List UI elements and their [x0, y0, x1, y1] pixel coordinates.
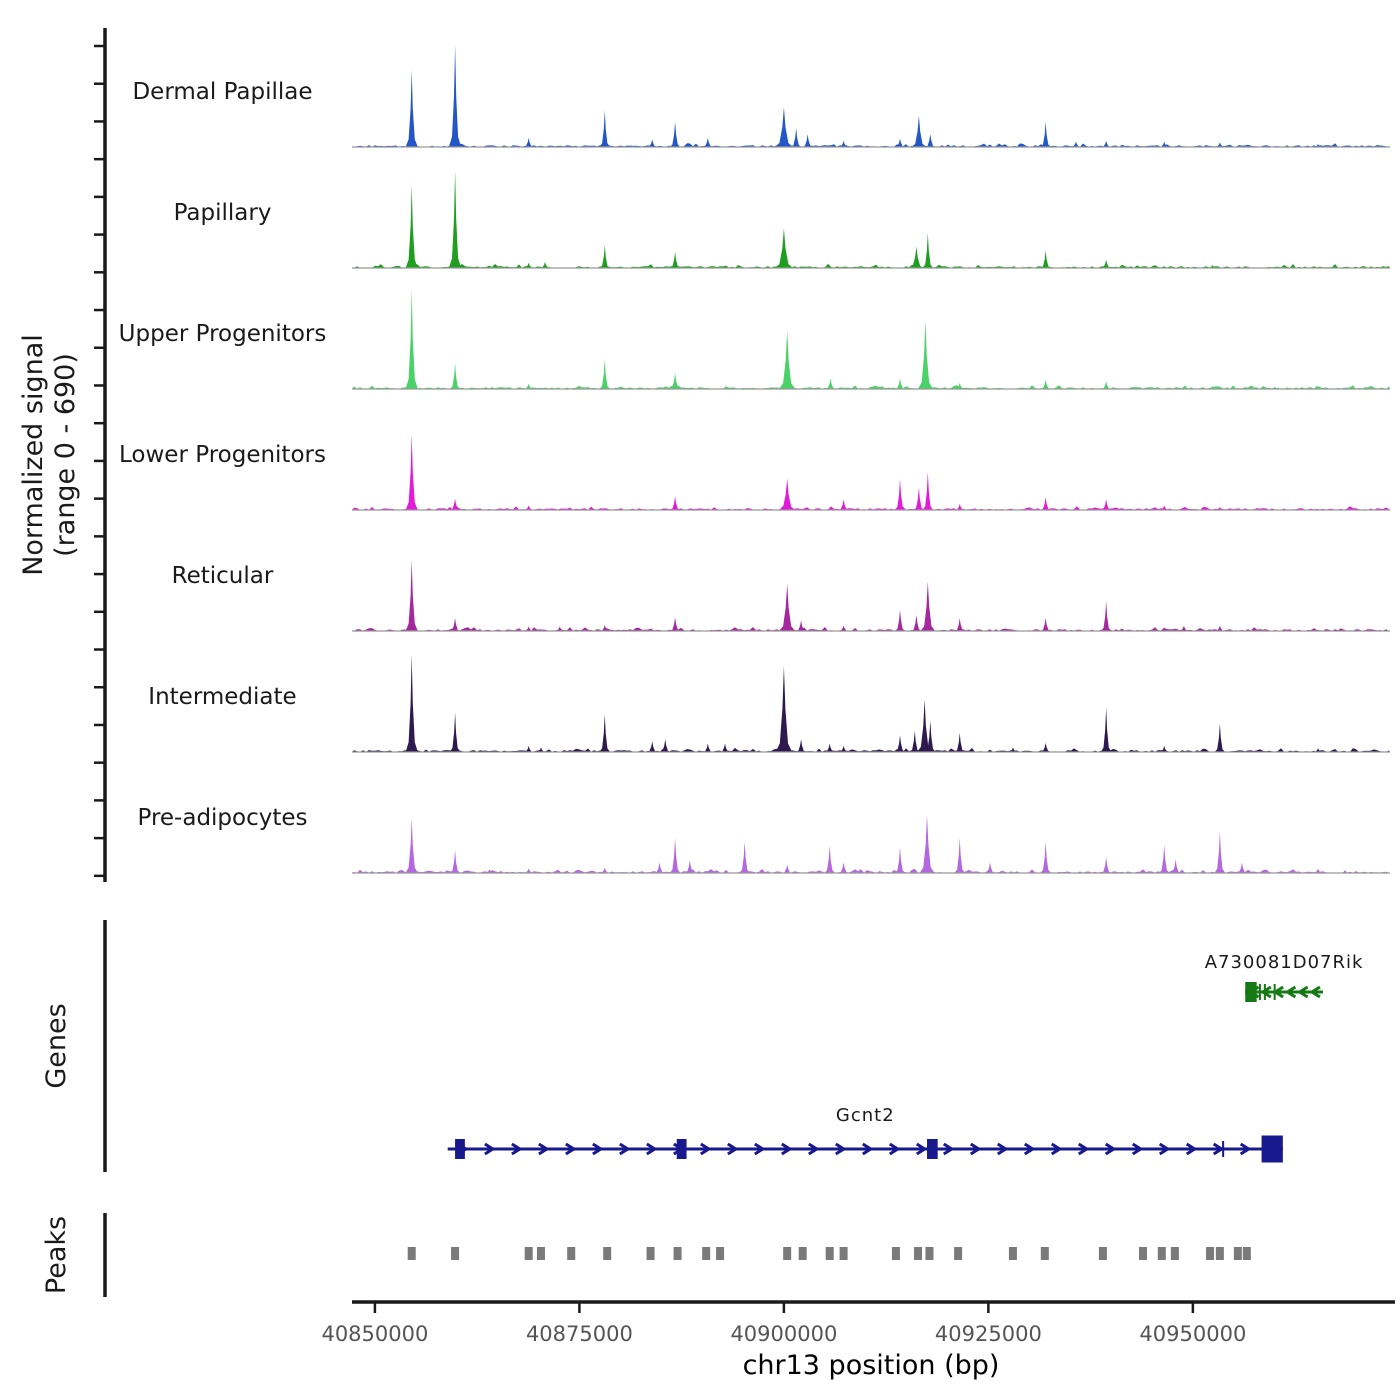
signal-peak-pre-adipocytes [782, 865, 793, 873]
signal-peak-upper-progenitors [779, 331, 795, 389]
gene-exon-gcnt2 [455, 1139, 465, 1159]
signal-peak-pre-adipocytes [739, 842, 750, 873]
signal-peak-lower-progenitors [838, 499, 849, 510]
signal-peak-papillary [599, 245, 610, 268]
signal-peak-reticular [921, 582, 936, 632]
x-axis-tick-label: 40850000 [321, 1322, 429, 1346]
track-label-papillary: Papillary [173, 200, 272, 226]
signal-peak-reticular [779, 584, 795, 631]
x-axis-title: chr13 position (bp) [742, 1350, 1000, 1381]
peak-call-box [1243, 1247, 1251, 1260]
signal-peak-lower-progenitors [895, 479, 906, 510]
signal-peak-lower-progenitors [670, 496, 681, 510]
peak-call-box [537, 1247, 545, 1260]
peak-call-box [1041, 1247, 1049, 1260]
signal-peak-papillary [1040, 251, 1051, 269]
peak-call-box [1009, 1247, 1017, 1260]
x-axis-tick-label: 40925000 [934, 1322, 1042, 1346]
signal-peak-papillary [670, 252, 681, 268]
signal-peak-intermediate [720, 744, 731, 752]
peak-call-box [1206, 1247, 1214, 1260]
signal-peak-pre-adipocytes [824, 846, 835, 873]
signal-peak-pre-adipocytes [895, 847, 906, 873]
x-axis-tick-label: 40900000 [730, 1322, 838, 1346]
track-label-upper-progenitors: Upper Progenitors [118, 321, 327, 347]
signal-peak-intermediate [1215, 724, 1226, 752]
signal-peak-upper-progenitors [406, 289, 418, 389]
signal-peak-lower-progenitors [914, 487, 925, 510]
signal-peak-dermal-papillae [925, 134, 936, 147]
signal-peak-reticular [954, 618, 965, 631]
signal-peak-dermal-papillae [523, 138, 534, 147]
signal-peak-dermal-papillae [802, 134, 813, 147]
gene-exon-a730081d07rik [1245, 982, 1256, 1002]
signal-peak-pre-adipocytes [985, 862, 996, 873]
track-label-lower-progenitors: Lower Progenitors [119, 442, 326, 468]
signal-peak-pre-adipocytes [1159, 845, 1170, 873]
signal-peak-papillary [923, 233, 934, 268]
peak-call-box [716, 1247, 724, 1260]
signal-peak-pre-adipocytes [406, 818, 418, 873]
signal-peak-intermediate [599, 714, 610, 752]
peak-call-box [1171, 1247, 1179, 1260]
peak-call-box [603, 1247, 611, 1260]
signal-peak-pre-adipocytes [1237, 862, 1248, 873]
x-axis-tick-label: 40950000 [1139, 1322, 1247, 1346]
signal-peak-lower-progenitors [954, 504, 965, 510]
peak-call-box [914, 1247, 922, 1260]
signal-peak-pre-adipocytes [920, 815, 935, 873]
gene-exon-gcnt2 [927, 1139, 938, 1159]
signal-peak-upper-progenitors [825, 378, 836, 389]
peaks-section-label: Peaks [41, 1215, 72, 1295]
peak-call-box [954, 1247, 962, 1260]
track-label-pre-adipocytes: Pre-adipocytes [137, 805, 308, 831]
peak-call-box [408, 1247, 416, 1260]
signal-peak-upper-progenitors [599, 359, 610, 389]
signal-peak-pre-adipocytes [838, 862, 849, 873]
track-label-intermediate: Intermediate [148, 684, 297, 710]
signal-peak-dermal-papillae [1040, 122, 1051, 147]
peak-call-box [674, 1247, 682, 1260]
track-label-dermal-papillae: Dermal Papillae [132, 79, 313, 105]
peak-call-box [1234, 1247, 1242, 1260]
peak-call-box [892, 1247, 900, 1260]
peak-call-box [826, 1247, 834, 1260]
signal-peak-dermal-papillae [791, 128, 802, 147]
signal-peak-papillary [775, 228, 793, 268]
peak-call-box [783, 1247, 791, 1260]
signal-peak-intermediate [796, 739, 807, 752]
signal-peak-intermediate [776, 666, 792, 752]
signal-peak-dermal-papillae [406, 70, 418, 147]
signal-peak-upper-progenitors [1101, 381, 1112, 389]
peak-call-box [702, 1247, 710, 1260]
gene-name-gcnt2: Gcnt2 [835, 1105, 895, 1126]
signal-peak-lower-progenitors [406, 435, 418, 510]
signal-peak-reticular [670, 617, 681, 631]
peak-call-box [1216, 1247, 1224, 1260]
signal-peak-intermediate [703, 744, 714, 752]
peak-call-box [451, 1247, 459, 1260]
y-axis-label-line1: Normalized signal [18, 334, 49, 576]
y-axis-label [18, 195, 82, 715]
signal-peak-pre-adipocytes [1040, 842, 1051, 873]
peak-call-box [840, 1247, 848, 1260]
gene-exon-gcnt2 [1262, 1136, 1283, 1163]
signal-peak-dermal-papillae [703, 138, 714, 147]
peak-call-box [525, 1247, 533, 1260]
signal-peak-upper-progenitors [895, 378, 906, 389]
signal-peak-lower-progenitors [1040, 497, 1051, 510]
signal-peak-pre-adipocytes [954, 838, 965, 873]
signal-peak-reticular [895, 610, 906, 631]
signal-peak-papillary [909, 247, 924, 268]
signal-peak-dermal-papillae [912, 116, 927, 147]
peak-call-box [567, 1247, 575, 1260]
signal-peak-lower-progenitors [923, 472, 934, 510]
signal-peak-intermediate [647, 741, 658, 752]
x-axis-tick-label: 40875000 [525, 1322, 633, 1346]
signal-peak-intermediate [909, 731, 920, 752]
signal-peak-reticular [1040, 618, 1051, 631]
signal-peak-dermal-papillae [449, 45, 461, 147]
peak-call-box [1158, 1247, 1166, 1260]
y-axis-label-line2: (range 0 - 690) [50, 353, 81, 557]
signal-peak-dermal-papillae [775, 107, 793, 147]
signal-peak-reticular [838, 626, 849, 631]
signal-peak-pre-adipocytes [1215, 831, 1226, 873]
track-label-reticular: Reticular [171, 563, 274, 589]
signal-peak-dermal-papillae [599, 111, 610, 148]
signal-peak-intermediate [1101, 707, 1112, 752]
gene-exon-gcnt2 [677, 1139, 687, 1159]
signal-peak-intermediate [954, 733, 965, 752]
signal-peak-pre-adipocytes [654, 862, 665, 873]
signal-peak-intermediate [660, 739, 671, 752]
signal-peak-reticular [1101, 601, 1112, 631]
signal-peak-reticular [911, 615, 922, 631]
signal-peak-reticular [406, 560, 418, 632]
signal-peak-pre-adipocytes [1101, 857, 1112, 873]
signal-peak-dermal-papillae [670, 122, 681, 147]
peak-call-box [647, 1247, 655, 1260]
gene-name-a730081d07rik: A730081D07Rik [1204, 952, 1364, 973]
peak-call-box [799, 1247, 807, 1260]
signal-peak-intermediate [895, 735, 906, 752]
signal-peak-lower-progenitors [1101, 499, 1112, 510]
peak-call-box [925, 1247, 933, 1260]
signal-peak-papillary [406, 185, 418, 268]
signal-peak-intermediate [450, 712, 461, 752]
signal-peak-intermediate [406, 655, 418, 752]
peak-call-box [1099, 1247, 1107, 1260]
signal-peak-pre-adipocytes [450, 850, 461, 873]
signal-peak-upper-progenitors [1040, 380, 1051, 389]
signal-peak-upper-progenitors [450, 363, 461, 389]
signal-peak-lower-progenitors [779, 479, 795, 510]
genes-section-label: Genes [41, 1003, 72, 1089]
signal-peak-papillary [449, 171, 461, 268]
signal-peak-pre-adipocytes [670, 838, 681, 873]
signal-peak-upper-progenitors [918, 321, 933, 390]
peak-call-box [1139, 1247, 1147, 1260]
